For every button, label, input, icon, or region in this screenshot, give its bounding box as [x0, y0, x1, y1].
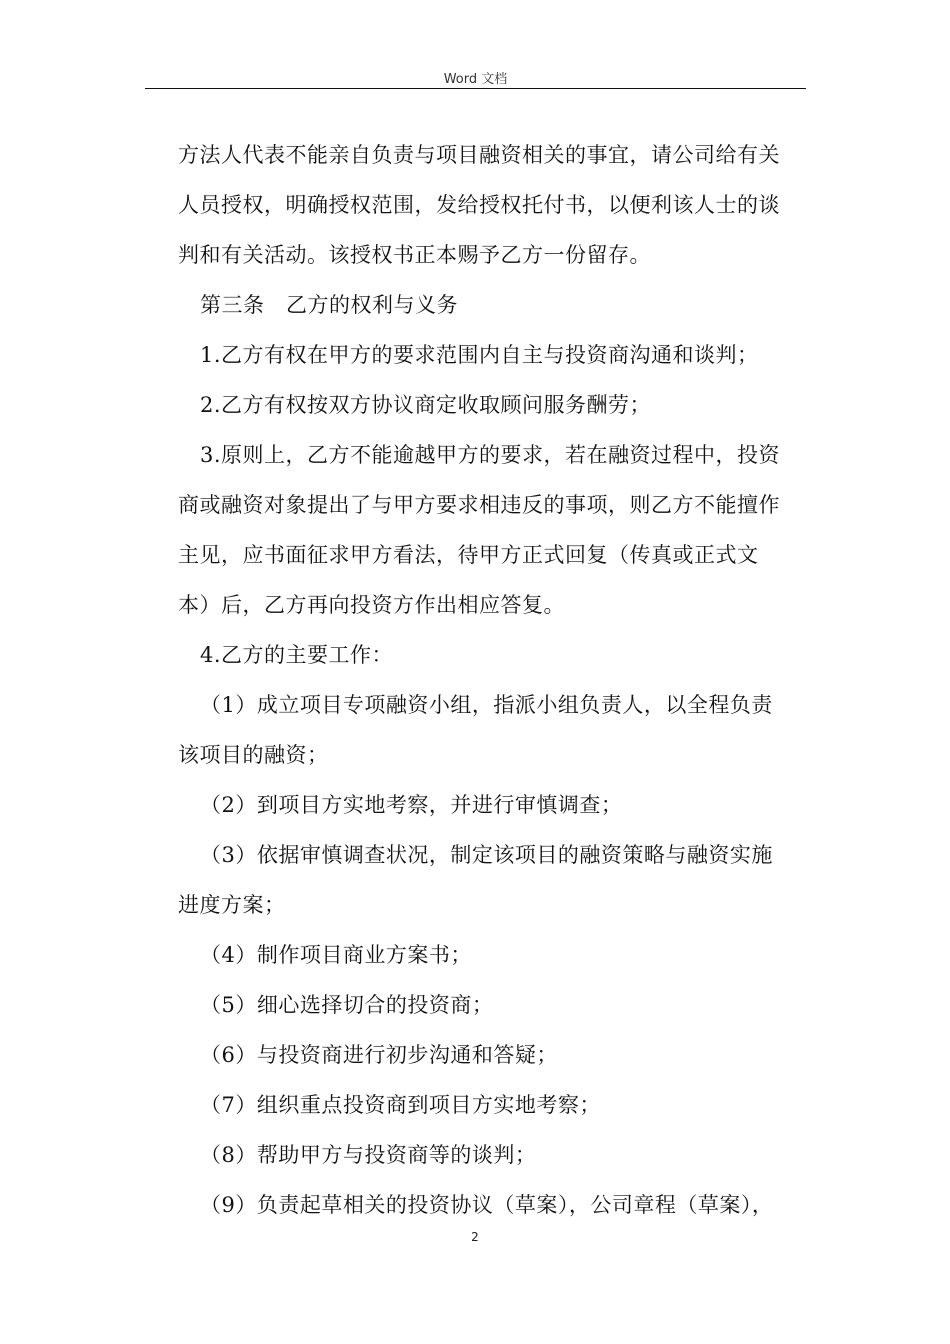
list-item: 3.原则上，乙方不能逾越甲方的要求，若在融资过程中，投资 [200, 443, 781, 467]
document-body [178, 130, 810, 1230]
list-item: 4.乙方的主要工作： [200, 643, 394, 667]
section-heading: 第三条 乙方的权利与义务 [200, 293, 458, 317]
sub-list-item: （9）负责起草相关的投资协议（草案），公司章程（草案）， [200, 1193, 774, 1217]
sub-list-item: （4）制作项目商业方案书； [200, 943, 472, 967]
sub-list-item: （6）与投资商进行初步沟通和答疑； [200, 1043, 558, 1067]
sub-list-item: （8）帮助甲方与投资商等的谈判； [200, 1143, 537, 1167]
text-line: 该项目的融资； [178, 743, 329, 767]
text-line: 判和有关活动。该授权书正本赐予乙方一份留存。 [178, 243, 651, 267]
text-line: 商或融资对象提出了与甲方要求相违反的事项，则乙方不能擅作 [178, 493, 780, 517]
sub-list-item: （5）细心选择切合的投资商； [200, 993, 494, 1017]
page-number: 2 [471, 1230, 479, 1244]
page-header: Word 文档 [443, 72, 508, 87]
text-line: 本）后，乙方再向投资方作出相应答复。 [178, 593, 565, 617]
header-rule [145, 88, 806, 89]
sub-list-item: （1）成立项目专项融资小组，指派小组负责人，以全程负责 [200, 693, 773, 717]
list-item: 2.乙方有权按双方协议商定收取顾问服务酬劳； [200, 393, 652, 417]
sub-list-item: （7）组织重点投资商到项目方实地考察； [200, 1093, 601, 1117]
text-line: 人员授权，明确授权范围，发给授权托付书，以便利该人士的谈 [178, 193, 780, 217]
list-item: 1.乙方有权在甲方的要求范围内自主与投资商沟通和谈判； [200, 343, 759, 367]
text-line: 主见，应书面征求甲方看法，待甲方正式回复（传真或正式文 [178, 543, 759, 567]
text-line: 方法人代表不能亲自负责与项目融资相关的事宜，请公司给有关 [178, 143, 780, 167]
sub-list-item: （3）依据审慎调查状况，制定该项目的融资策略与融资实施 [200, 843, 773, 867]
sub-list-item: （2）到项目方实地考察，并进行审慎调查； [200, 793, 623, 817]
text-line: 进度方案； [178, 893, 286, 917]
